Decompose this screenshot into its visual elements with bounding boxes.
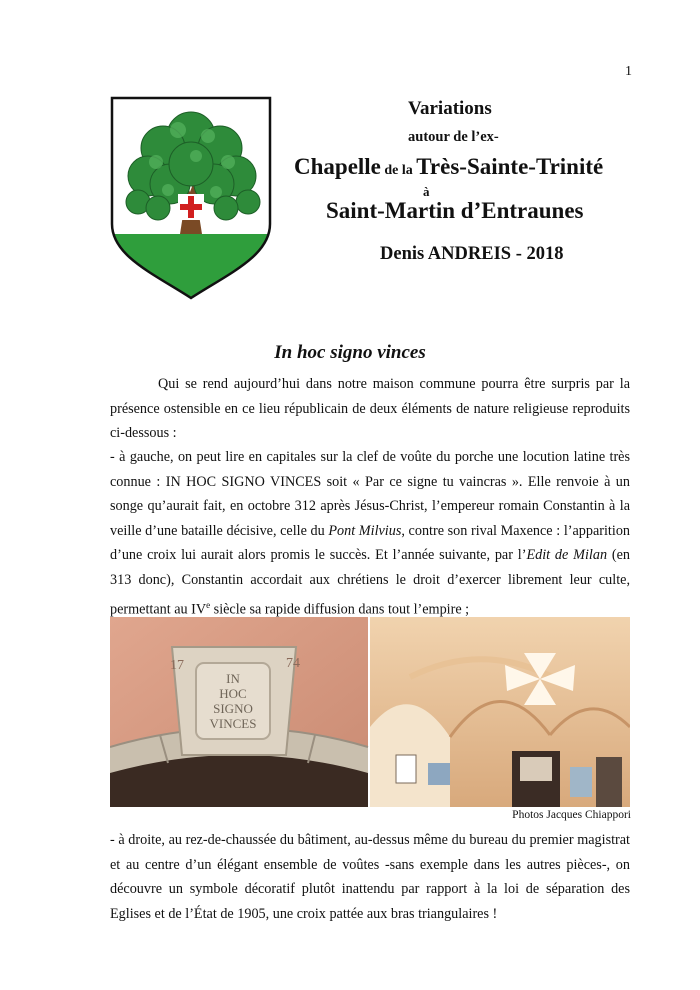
p2-edit-de-milan: Edit de Milan (526, 547, 608, 564)
photos-strip (110, 617, 630, 807)
title-place: Saint-Martin d’Entraunes (326, 198, 584, 223)
title-de-la: de la (380, 163, 417, 178)
page-number: 1 (625, 64, 632, 79)
keystone-line-4: VINCES (209, 716, 257, 731)
paragraph-right-photo: - à droite, au rez-de-chaussée du bâtiment, au-dessus même du bureau du premier magistrat et au centre d’un élégant ensemble de voûtes -sans exemple dans les autres pièces-, on découvre un symbole décoratif plutôt inattendu par rapport à la loi de séparation des Eglises et de l’État de 1905, une croix pattée aux bras triangulaires ! (110, 832, 630, 922)
paragraph-intro: Qui se rend aujourd’hui dans notre maison commune pourra être surpris par la présence ostensible en ce lieu républicain de deux éléments de nature religieuse reproduits ci-dessous : (110, 376, 630, 442)
keystone-year-right: 74 (286, 656, 300, 671)
title-chapelle (294, 154, 603, 180)
vault-photo (370, 617, 630, 807)
title-trinite: Très-Sainte-Trinité (416, 154, 604, 179)
keystone-line-3: SIGNO (213, 701, 253, 716)
p2-text-c: , contre son rival Maxence : l’apparition d’une croix lui aurait alors promis le succès. Et l’année suivante, par l’ (110, 522, 631, 564)
p2-text-a: - à gauche, on peut lire en capitales sur la clef de voûte du porche une locution latine très connue : IN HOC SIGNO VINCES soit « Par ce signe tu vaincras ». Elle renvoie à un songe qu’aurait fait, en octobre 312 après Jésus-Christ, l’empereur romain Constantin à la veille d’une bataille décisive, celle du (110, 449, 630, 539)
tree-coat-of-arms-icon (108, 96, 274, 302)
p2-pont-milvius: Pont Milvius (328, 522, 402, 539)
title-a: à (423, 184, 430, 199)
title-chapelle-word: Chapelle (294, 154, 381, 179)
author-line: Denis ANDREIS - 2018 (380, 244, 564, 264)
keystone-photo (110, 617, 368, 807)
photo-credit: Photos Jacques Chiappori (512, 809, 631, 821)
paragraph-left-photo (110, 445, 630, 622)
title-autour: autour de l’ex- (408, 129, 499, 145)
keystone-year-left: 17 (170, 658, 184, 673)
section-title: In hoc signo vinces (274, 342, 426, 363)
keystone-line-1: IN (226, 671, 240, 686)
keystone-line-2: HOC (219, 686, 247, 701)
p2-text-e: (en 313 donc), Constantin accordait aux chrétiens le droit d’exercer librement leur culte, permettant au IV (110, 547, 630, 618)
p2-superscript: e (206, 599, 211, 610)
p2-text-f: siècle sa rapide diffusion dans tout l’empire ; (210, 601, 470, 618)
title-variations: Variations (408, 98, 492, 119)
